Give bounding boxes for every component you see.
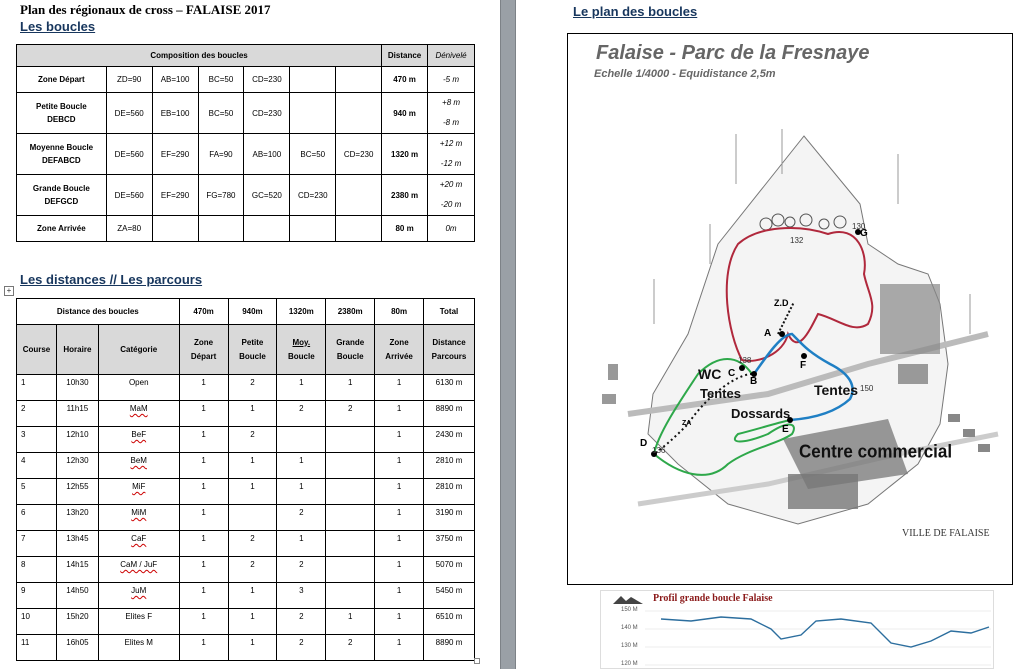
point-e-label: E [782,424,789,435]
point-d-label: D [640,438,648,449]
elevation-150: 150 [860,384,874,393]
course-row [17,635,475,661]
course-zone-arrivee: 1 [375,479,424,505]
header-zone-depart: Zone Départ [179,325,228,375]
course-row [17,609,475,635]
course-zone-depart: 1 [179,427,228,453]
segment-cell: DE=560 [106,175,152,216]
boucle-row [17,93,475,134]
elevation-136: 136 [652,446,666,455]
course-number: 8 [17,557,57,583]
course-petite-boucle: 2 [228,557,277,583]
segment-cell: CD=230 [336,134,382,175]
move-anchor-icon[interactable]: + [4,286,14,296]
course-moy-boucle: 2 [277,609,326,635]
course-distance: 8890 m [424,635,475,661]
segment-cell [290,67,336,93]
building [880,284,940,354]
course-zone-arrivee: 1 [375,531,424,557]
course-grande-boucle [326,427,375,453]
heading-boucles: Les boucles [20,19,96,34]
segment-cell: CD=230 [244,67,290,93]
segment-cell: ZD=90 [106,67,152,93]
document-title: Plan des régionaux de cross – FALAISE 2017 [20,2,271,17]
course-distance: 2430 m [424,427,475,453]
course-moy-boucle: 1 [277,375,326,401]
boucles-header-row [17,45,475,67]
course-zone-depart: 1 [179,479,228,505]
building [948,414,960,422]
header-zone-arrivee: Zone Arrivée [375,325,424,375]
map-drawing [568,34,1013,585]
course-zone-arrivee: 1 [375,635,424,661]
segment-cell: GC=520 [244,175,290,216]
course-horaire: 10h30 [56,375,98,401]
course-petite-boucle [228,505,277,531]
course-petite-boucle: 1 [228,583,277,609]
course-zone-depart: 1 [179,635,228,661]
elevation-profile [600,590,994,669]
boucle-label: Zone Arrivée [17,216,107,242]
segment-cell [198,216,244,242]
segment-cell: BC=50 [290,134,336,175]
course-moy-boucle: 1 [277,531,326,557]
building [608,364,618,380]
point-a-label: A [764,328,772,339]
course-petite-boucle: 2 [228,531,277,557]
segment-cell [152,216,198,242]
boucle-row [17,175,475,216]
course-petite-boucle: 2 [228,375,277,401]
course-horaire: 12h30 [56,453,98,479]
segment-cell [290,216,336,242]
distance-cell: 470m [179,299,228,325]
boucle-distance: 1320 m [382,134,428,175]
course-grande-boucle: 1 [326,375,375,401]
profile-ytick: 120 M [621,661,638,667]
parcours-body [17,375,475,661]
course-moy-boucle: 3 [277,583,326,609]
profile-line [661,617,989,647]
segment-cell: FA=90 [198,134,244,175]
course-number: 3 [17,427,57,453]
distance-cell: 2380m [326,299,375,325]
heading-distances: Les distances // Les parcours [20,272,203,287]
course-petite-boucle: 1 [228,453,277,479]
boucle-label: Moyenne Boucle DEFABCD [17,134,107,175]
segment-cell: ZA=80 [106,216,152,242]
boucle-label: Grande Boucle DEFGCD [17,175,107,216]
distance-cell: 1320m [277,299,326,325]
segment-cell: AB=100 [152,67,198,93]
header-petite-boucle: Petite Boucle [228,325,277,375]
course-grande-boucle [326,505,375,531]
course-horaire: 14h15 [56,557,98,583]
segment-cell: BC=50 [198,67,244,93]
header-denivele: Dénivelé [428,45,475,67]
boucle-distance: 2380 m [382,175,428,216]
segment-cell [336,93,382,134]
course-distance: 5070 m [424,557,475,583]
heading-plan: Le plan des boucles [573,4,698,19]
course-number: 2 [17,401,57,427]
course-zone-arrivee: 1 [375,557,424,583]
zone-depart-label: Z.D [774,298,789,308]
segment-cell: EB=100 [152,93,198,134]
course-zone-depart: 1 [179,609,228,635]
course-petite-boucle: 1 [228,609,277,635]
building [602,394,616,404]
course-horaire: 11h15 [56,401,98,427]
header-distance-parcours: Distance Parcours [424,325,475,375]
course-petite-boucle: 1 [228,479,277,505]
elevation-130: 130 [852,222,866,231]
tentes-label-1: Tentes [700,386,741,401]
point-b-label: B [750,376,758,387]
course-zone-depart: 1 [179,583,228,609]
profile-ytick: 130 M [621,643,638,649]
course-moy-boucle: 2 [277,505,326,531]
point-g-label: G [860,228,868,239]
left-page [0,0,500,669]
course-zone-arrivee: 1 [375,427,424,453]
boucle-distance: 80 m [382,216,428,242]
profile-ytick: 140 M [621,625,638,631]
course-zone-depart: 1 [179,505,228,531]
course-moy-boucle: 1 [277,453,326,479]
course-row [17,505,475,531]
distance-cell: 80m [375,299,424,325]
course-number: 6 [17,505,57,531]
course-number: 1 [17,375,57,401]
course-row [17,531,475,557]
course-horaire: 12h10 [56,427,98,453]
course-grande-boucle [326,583,375,609]
course-number: 5 [17,479,57,505]
distance-total: Total [424,299,475,325]
parcours-header-row [17,325,475,375]
header-moy-boucle: Moy. Boucle [277,325,326,375]
course-horaire: 12h55 [56,479,98,505]
segment-cell: DE=560 [106,93,152,134]
map-subtitle: Echelle 1/4000 - Equidistance 2,5m [594,68,776,80]
boucle-distance: 470 m [382,67,428,93]
segment-cell: CD=230 [244,93,290,134]
course-row [17,583,475,609]
boucle-distance: 940 m [382,93,428,134]
boucle-denivele: +20 m -20 m [428,175,475,216]
course-distance: 2810 m [424,453,475,479]
segment-cell [244,216,290,242]
boucle-denivele: 0m [428,216,475,242]
course-number: 11 [17,635,57,661]
course-horaire: 15h20 [56,609,98,635]
course-categorie: MaM [98,401,179,427]
segment-cell: CD=230 [290,175,336,216]
course-zone-arrivee: 1 [375,375,424,401]
course-distance: 5450 m [424,583,475,609]
course-row [17,557,475,583]
parcours-table[interactable] [16,298,475,661]
course-grande-boucle [326,557,375,583]
course-zone-depart: 1 [179,375,228,401]
boucle-label: Petite Boucle DEBCD [17,93,107,134]
course-moy-boucle: 2 [277,401,326,427]
distance-row-label: Distance des boucles [17,299,180,325]
zone-arrivee-label: ZA [682,420,692,427]
segment-cell [336,216,382,242]
wc-label: WC [698,366,722,382]
course-moy-boucle: 2 [277,557,326,583]
course-number: 9 [17,583,57,609]
course-grande-boucle: 1 [326,609,375,635]
course-row [17,401,475,427]
course-number: 7 [17,531,57,557]
boucle-row [17,216,475,242]
course-distance: 6510 m [424,609,475,635]
course-horaire: 14h50 [56,583,98,609]
point-f-label: F [800,360,807,371]
header-horaire: Horaire [56,325,98,375]
header-composition: Composition des boucles [17,45,382,67]
segment-cell: EF=290 [152,175,198,216]
course-zone-depart: 1 [179,453,228,479]
course-map [567,33,1013,585]
course-grande-boucle: 2 [326,401,375,427]
segment-cell [336,175,382,216]
boucle-label: Zone Départ [17,67,107,93]
boucle-denivele: +12 m -12 m [428,134,475,175]
course-petite-boucle: 1 [228,635,277,661]
segment-cell: EF=290 [152,134,198,175]
course-categorie: Open [98,375,179,401]
course-categorie: JuM [98,583,179,609]
course-grande-boucle [326,453,375,479]
course-zone-arrivee: 1 [375,453,424,479]
building [963,429,975,437]
segment-cell: BC=50 [198,93,244,134]
course-number: 4 [17,453,57,479]
course-horaire: 13h20 [56,505,98,531]
table-resize-handle[interactable] [474,658,480,664]
elevation-132: 132 [790,236,804,245]
tentes-label-2: Tentes [814,382,859,398]
building [978,444,990,452]
course-categorie: Elites F [98,609,179,635]
course-row [17,479,475,505]
page-gutter [500,0,516,669]
boucle-row [17,67,475,93]
course-moy-boucle: 1 [277,479,326,505]
segment-cell: FG=780 [198,175,244,216]
centre-commercial-label: Centre commercial [799,441,953,462]
course-distance: 3750 m [424,531,475,557]
course-zone-arrivee: 1 [375,401,424,427]
distance-cell: 940m [228,299,277,325]
course-horaire: 13h45 [56,531,98,557]
course-moy-boucle [277,427,326,453]
building [898,364,928,384]
course-horaire: 16h05 [56,635,98,661]
segment-cell [290,93,336,134]
boucle-denivele: +8 m -8 m [428,93,475,134]
boucles-table[interactable] [16,44,475,242]
boucle-denivele: -5 m [428,67,475,93]
map-title: Falaise - Parc de la Fresnaye [596,42,870,64]
dossards-label: Dossards [731,406,791,421]
course-number: 10 [17,609,57,635]
header-course: Course [17,325,57,375]
course-categorie: BeF [98,427,179,453]
course-categorie: CaF [98,531,179,557]
boucle-row [17,134,475,175]
course-zone-arrivee: 1 [375,609,424,635]
course-categorie: MiF [98,479,179,505]
course-row [17,375,475,401]
ville-de-falaise-label: VILLE DE FALAISE [902,528,990,539]
course-grande-boucle [326,479,375,505]
header-grande-boucle: Grande Boucle [326,325,375,375]
header-distance: Distance [382,45,428,67]
course-petite-boucle: 1 [228,401,277,427]
course-distance: 6130 m [424,375,475,401]
course-row [17,427,475,453]
course-distance: 2810 m [424,479,475,505]
course-categorie: BeM [98,453,179,479]
course-zone-depart: 1 [179,531,228,557]
segment-cell [336,67,382,93]
right-page [516,0,1024,669]
profile-ytick: 150 M [621,607,638,613]
segment-cell: AB=100 [244,134,290,175]
course-grande-boucle: 2 [326,635,375,661]
course-moy-boucle: 2 [277,635,326,661]
course-zone-depart: 1 [179,401,228,427]
course-categorie: Elites M [98,635,179,661]
course-zone-arrivee: 1 [375,505,424,531]
header-categorie: Catégorie [98,325,179,375]
course-petite-boucle: 2 [228,427,277,453]
course-distance: 8890 m [424,401,475,427]
course-distance: 3190 m [424,505,475,531]
course-zone-depart: 1 [179,557,228,583]
course-grande-boucle [326,531,375,557]
point-c-label: C [728,368,736,379]
segment-cell: DE=560 [106,134,152,175]
profile-title: Profil grande boucle Falaise [653,593,773,604]
course-categorie: CaM / JuF [98,557,179,583]
course-row [17,453,475,479]
profile-chart [601,591,995,669]
course-zone-arrivee: 1 [375,583,424,609]
distance-row [17,299,475,325]
course-categorie: MiM [98,505,179,531]
elevation-138: 138 [738,356,752,365]
